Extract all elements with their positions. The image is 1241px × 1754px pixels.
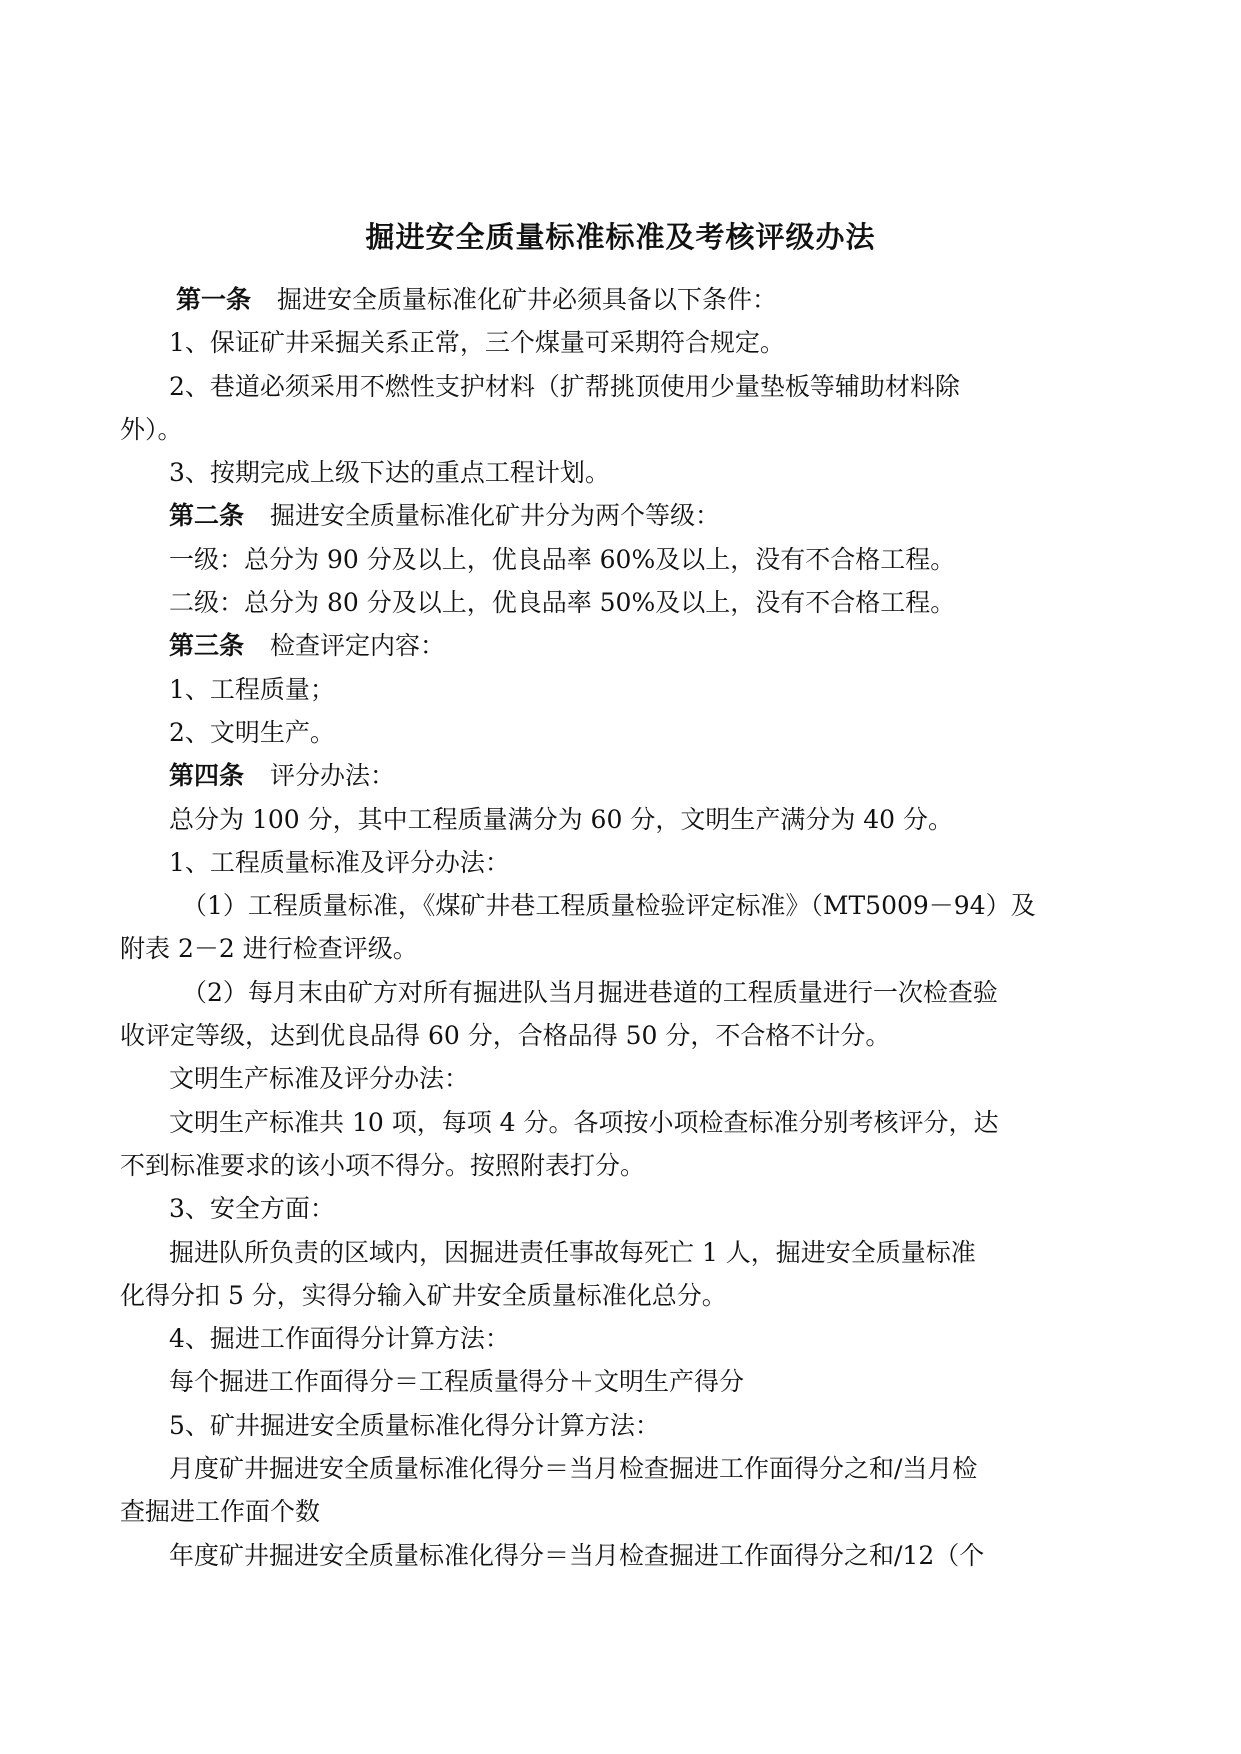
article-4 bbox=[120, 754, 1121, 797]
article-4-section-5-monthly-line-2: 查掘进工作面个数 bbox=[120, 1497, 321, 1527]
article-1-item-3: 3、按期完成上级下达的重点工程计划。 bbox=[169, 458, 610, 488]
article-4-section-5: 5、矿井掘进安全质量标准化得分计算方法： bbox=[169, 1410, 660, 1440]
document-title: 掘进安全质量标准标准及考核评级办法 bbox=[365, 220, 876, 254]
article-4-section-3-para-line-2: 化得分扣 5 分，实得分输入矿井安全质量标准化总分。 bbox=[120, 1280, 727, 1310]
article-4-section-4-formula: 每个掘进工作面得分＝工程质量得分＋文明生产得分 bbox=[169, 1367, 745, 1397]
article-3-heading: 第三条 bbox=[169, 631, 245, 661]
article-1-text: 掘进安全质量标准化矿井必须具备以下条件： bbox=[277, 285, 778, 314]
article-3 bbox=[120, 624, 1121, 667]
article-2-level-2: 二级：总分为 80 分及以上，优良品率 50%及以上，没有不合格工程。 bbox=[169, 588, 956, 618]
article-3-text: 检查评定内容： bbox=[270, 631, 446, 661]
article-4-total: 总分为 100 分，其中工程质量满分为 60 分，文明生产满分为 40 分。 bbox=[169, 804, 954, 834]
article-4-section-1: 1、工程质量标准及评分办法： bbox=[169, 847, 510, 877]
article-4-section-3-para-line-1: 掘进队所负责的区域内，因掘进责任事故每死亡 1 人，掘进安全质量标准 bbox=[169, 1237, 976, 1267]
document-page bbox=[120, 0, 1121, 1754]
article-4-section-5-monthly-line-1: 月度矿井掘进安全质量标准化得分＝当月检查掘进工作面得分之和/当月检 bbox=[169, 1454, 978, 1484]
article-2 bbox=[120, 494, 1121, 537]
article-2-level-1: 一级：总分为 90 分及以上，优良品率 60%及以上，没有不合格工程。 bbox=[169, 544, 956, 574]
article-1-item-2-line-2: 外）。 bbox=[120, 414, 183, 444]
document-body bbox=[120, 278, 1121, 1577]
article-1-heading: 第一条 bbox=[176, 285, 252, 314]
article-4-section-1-para-2-line-1: （2）每月末由矿方对所有掘进队当月掘进巷道的工程质量进行一次检查验 bbox=[182, 977, 998, 1007]
article-2-text: 掘进安全质量标准化矿井分为两个等级： bbox=[270, 501, 721, 531]
article-1-item-1: 1、保证矿井采掘关系正常，三个煤量可采期符合规定。 bbox=[169, 328, 785, 358]
article-4-section-2-para-line-1: 文明生产标准共 10 项，每项 4 分。各项按小项检查标准分别考核评分，达 bbox=[169, 1107, 999, 1137]
article-4-heading: 第四条 bbox=[169, 761, 245, 791]
article-1 bbox=[120, 278, 1121, 321]
article-4-section-3: 3、安全方面： bbox=[169, 1194, 335, 1224]
article-4-text: 评分办法： bbox=[270, 761, 396, 791]
article-4-section-1-para-1-line-2: 附表 2－2 进行检查评级。 bbox=[120, 934, 418, 964]
article-4-section-1-para-2-line-2: 收评定等级，达到优良品得 60 分，合格品得 50 分，不合格不计分。 bbox=[120, 1021, 891, 1051]
article-4-section-2: 文明生产标准及评分办法： bbox=[169, 1064, 470, 1094]
article-4-section-4: 4、掘进工作面得分计算方法： bbox=[169, 1324, 510, 1354]
article-3-item-2: 2、文明生产。 bbox=[169, 717, 335, 747]
article-2-heading: 第二条 bbox=[169, 501, 245, 531]
article-4-section-5-yearly-line-1: 年度矿井掘进安全质量标准化得分＝当月检查掘进工作面得分之和/12（个 bbox=[169, 1540, 985, 1570]
article-3-item-1: 1、工程质量； bbox=[169, 674, 335, 704]
article-1-item-2-line-1: 2、巷道必须采用不燃性支护材料（扩帮挑顶使用少量垫板等辅助材料除 bbox=[169, 371, 960, 401]
article-4-section-2-para-line-2: 不到标准要求的该小项不得分。按照附表打分。 bbox=[120, 1150, 646, 1180]
article-4-section-1-para-1-line-1: （1）工程质量标准，《煤矿井巷工程质量检验评定标准》（MT5009－94）及 bbox=[182, 891, 1036, 921]
